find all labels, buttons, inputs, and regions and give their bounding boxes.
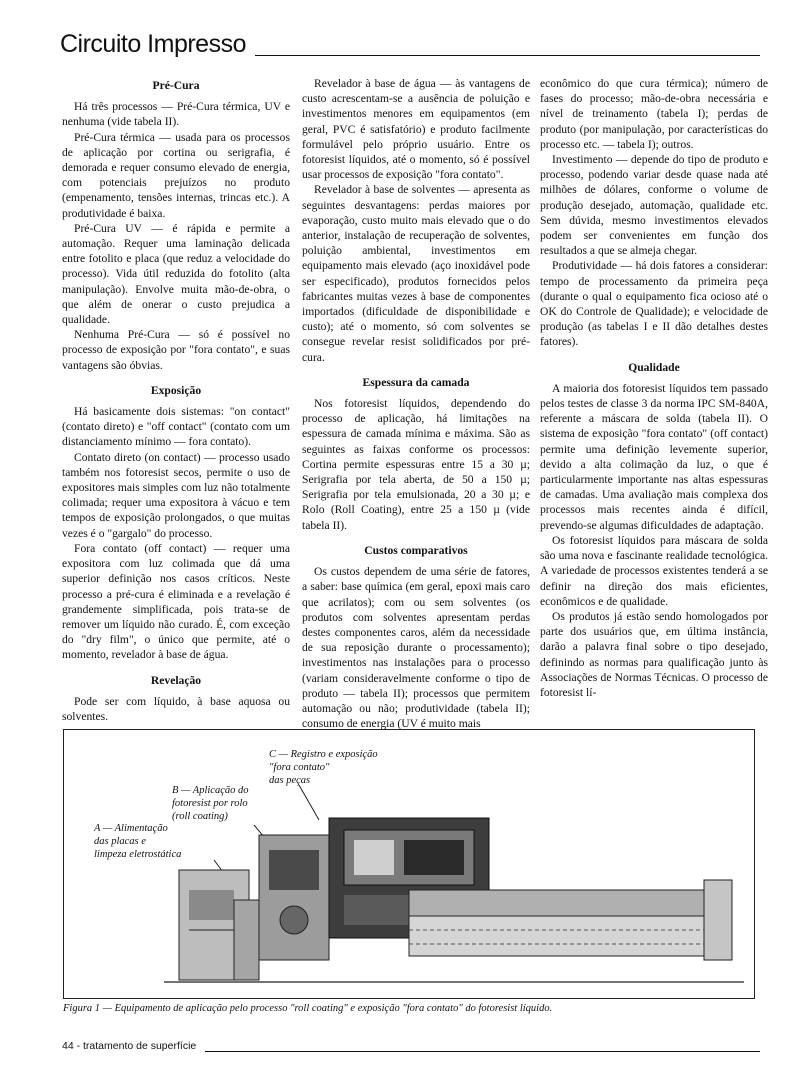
paragraph: Os fotoresist líquidos para máscara de solda são uma nova e fascinante realidade tecnológica. A variedade de processos existentes tenderá a se definir na direção dos mais eficientes, econômicos e de qualidade. (540, 533, 768, 608)
header-rule (255, 55, 760, 56)
figure-caption: Figura 1 — Equipamento de aplicação pelo processo "roll coating" e exposição "fora contato" do fotoresist líquido. (63, 1003, 553, 1014)
heading-espessura: Espessura da camada (362, 375, 470, 389)
equipment-illustration (64, 730, 754, 998)
page-footer: 44 - tratamento de superfície (62, 1040, 197, 1052)
paragraph: Os custos dependem de uma série de fatores, a saber: base química (em geral, epoxi mais caro que acrilatos); com ou sem solventes (os produtos com solventes apresentam perdas destes componentes caros, além da necessidade de sua reposição durante o processamento); investimentos nas instalações para o processo (variam consideravelmente conforme o tipo de produto — tabela II); processos que permitem automação ou não; produtividade (tabela II); consumo de energia (UV é muito mais (302, 565, 530, 731)
paragraph: Há basicamente dois sistemas: "on contact" (contato direto) e "off contact" (contato com um distanciamento mínimo — fora contato). (62, 405, 290, 449)
paragraph: Nos fotoresist líquidos, dependendo do processo de aplicação, há limitações na espessura de camada mínima e máxima. São as seguintes as faixas conforme os processos: Cortina permite espessuras entre 15 a 30 µ; Serigrafia por tela aberta, de 50 a 150 µ; Serigrafia por tela emulsionada, 20 a 30 µ; e Rolo (Roll Coating), entre 25 a 150 µ (vide tabela II). (302, 397, 530, 532)
paragraph: A maioria dos fotoresist líquidos tem passado pelos testes de classe 3 da norma IPC SM-840A, referente a máscara de solda (tabela II). O sistema de exposição "fora contato" (off contact) permite uma definição levemente superior, devido a alta colimação da luz, o que é particularmente importante nas altas espessuras de camadas. Uma avaliação mais complexa dos processos mais recentes ainda é difícil, prevendo-se algumas dificuldades de adaptação. (540, 381, 768, 532)
paragraph: Pode ser com líquido, à base aquosa ou solventes. (62, 694, 290, 723)
paragraph: Fora contato (off contact) — requer uma expositora com luz colimada que dá uma superior definição nos casos críticos. Neste processo a pré-cura é eliminada e a revelação é grandemente simplificada, pois trata-se de remover um líquido não curado. É, com exceção do "dry film", o único que permite, até o momento, revelador à base de água. (62, 541, 290, 662)
page-title: Circuito Impresso (60, 30, 246, 58)
paragraph: Revelador à base de água — às vantagens de custo acrescentam-se a ausência de poluição e investimentos menores em equipamentos (em geral, PVC é satisfatório) e produto facilmente formulável pelo próprio usuário. Entre os fotoresist líquidos, até o momento, só é possível usar processos de exposição "fora contato". (302, 77, 530, 182)
paragraph: Investimento — depende do tipo de produto e processo, podendo variar desde quase nada até milhões de dólares, conforme o volume de produção desejado, automação, qualidade etc. Sem dúvida, mesmo investimentos elevados podem ser convenientes em função dos resultados a que se almeja chegar. (540, 153, 768, 258)
paragraph: Revelador à base de solventes — apresenta as seguintes desvantagens: perdas maiores por evaporação, custo muito mais elevado que o do anterior, instalação de recuperação de solventes, poluição ambiental, investimentos em equipamento mais elevado (aço inoxidável pode ser especificado), produtos fornecidos pelos fabricantes muitas vezes à base de componentes importados (dificuldade de disponibilidade e custo); até o momento, só com solventes se consegue revelar resist solidificados por pré-cura. (302, 183, 530, 364)
paragraph: Contato direto (on contact) — processo usado também nos fotoresist secos, permite o uso de expositores mais simples com luz não totalmente colimada; requer uma expositora à vácuo e tem tempos de exposição prolongados, o que muitas vezes é o "gargalo" do processo. (62, 450, 290, 540)
paragraph: Há três processos — Pré-Cura térmica, UV e nenhuma (vide tabela II). (62, 100, 290, 129)
paragraph: Pré-Cura UV — é rápida e permite a automação. Requer uma laminação delicada entre fotolito e placa (que reduz a velocidade do processo). Vida útil reduzida do fotolito (alta manipulação). Envolve muita mão-de-obra, o que além de onerar o custo prejudica a qualidade. (62, 221, 290, 327)
figure-label-a: A — Alimentação das placas e limpeza eletrostática (94, 823, 182, 860)
footer-rule (205, 1051, 760, 1052)
paragraph: econômico do que cura térmica); número de fases do processo; mão-de-obra necessária e nível de treinamento (tabela I); perdas de produto (por manipulação, por características do processo etc. — tabela I); outros. (540, 77, 768, 151)
figure-label-b: B — Aplicação do fotoresist por rolo (roll coating) (172, 785, 249, 822)
heading-pre-cura: Pré-Cura (152, 79, 200, 92)
column-3 (540, 76, 768, 700)
heading-custos: Custos comparativos (364, 543, 468, 557)
heading-qualidade: Qualidade (628, 360, 680, 374)
figure-label-c: C — Registro e exposição "fora contato" das peças (269, 749, 378, 786)
heading-exposicao: Exposição (150, 383, 202, 397)
paragraph: Nenhuma Pré-Cura — só é possível no processo de exposição por "fora contato", e suas vantagens são óbvias. (62, 328, 290, 372)
column-1 (62, 76, 290, 724)
heading-revelacao: Revelação (150, 673, 202, 687)
paragraph: Os produtos já estão sendo homologados por parte dos usuários que, em última instância, darão a palavra final sobre o tipo desejado, definindo as normas para qualificação junto às Associações de Normas Técnicas. O processo de fotoresist lí- (540, 609, 768, 699)
paragraph: Pré-Cura térmica — usada para os processos de aplicação por cortina ou serigrafia, é demorada e requer consumo elevado de energia, com potenciais prejuízos no produto (empenamento, tensões internas, trincas etc.). A produtividade é baixa. (62, 130, 290, 220)
paragraph: Produtividade — há dois fatores a considerar: tempo de processamento da primeira peça (durante o qual o equipamento fica ocioso até o OK do Controle de Qualidade); e velocidade de produção (as tabelas I e II dão detalhes destes fatores). (540, 259, 768, 349)
column-2 (302, 76, 530, 731)
equipment-figure (63, 729, 755, 999)
